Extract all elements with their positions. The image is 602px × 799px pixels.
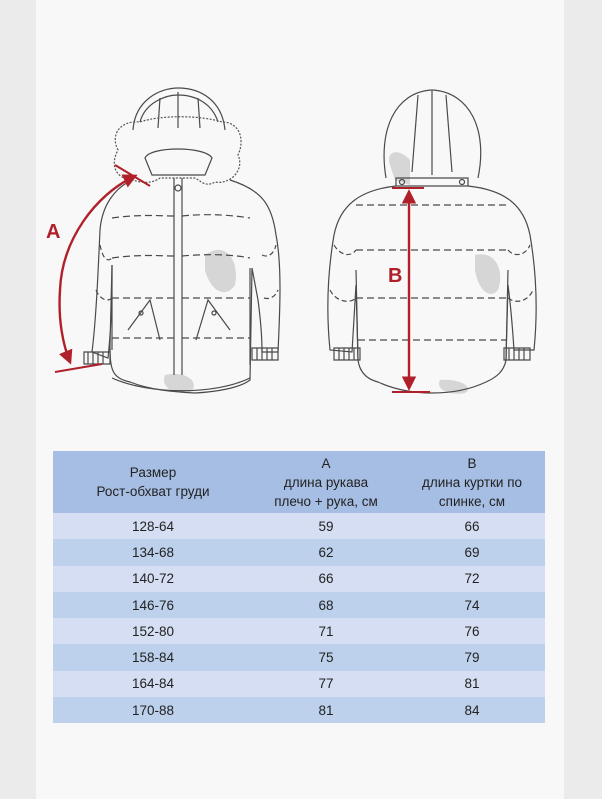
table-header-row bbox=[53, 451, 545, 513]
table-row bbox=[53, 566, 545, 592]
back-length-cell: 76 bbox=[399, 618, 545, 644]
sleeve-length-cell: 62 bbox=[253, 539, 399, 565]
size-cell: 170-88 bbox=[53, 697, 253, 723]
table-row bbox=[53, 644, 545, 670]
size-cell: 146-76 bbox=[53, 592, 253, 618]
label-b: B bbox=[388, 265, 403, 287]
size-cell: 158-84 bbox=[53, 644, 253, 670]
table-row bbox=[53, 671, 545, 697]
table-row bbox=[53, 539, 545, 565]
table-row bbox=[53, 513, 545, 539]
sleeve-length-cell: 59 bbox=[253, 513, 399, 539]
back-length-cell: 81 bbox=[399, 671, 545, 697]
sleeve-length-cell: 66 bbox=[253, 566, 399, 592]
back-length-cell: 72 bbox=[399, 566, 545, 592]
back-length-cell: 79 bbox=[399, 644, 545, 670]
length-measurement-arrow bbox=[392, 188, 430, 392]
size-cell: 128-64 bbox=[53, 513, 253, 539]
header-back-length: B длина куртки по спинке, см bbox=[399, 451, 545, 513]
size-cell: 140-72 bbox=[53, 566, 253, 592]
size-cell: 164-84 bbox=[53, 671, 253, 697]
back-length-cell: 69 bbox=[399, 539, 545, 565]
sleeve-length-cell: 81 bbox=[253, 697, 399, 723]
header-sleeve-length: A длина рукава плечо + рука, см bbox=[253, 451, 399, 513]
label-a: A bbox=[46, 221, 61, 243]
size-chart-table bbox=[53, 451, 545, 723]
sleeve-length-cell: 68 bbox=[253, 592, 399, 618]
jacket-front-view bbox=[84, 88, 280, 393]
table-row bbox=[53, 697, 545, 723]
size-cell: 134-68 bbox=[53, 539, 253, 565]
back-length-cell: 74 bbox=[399, 592, 545, 618]
size-cell: 152-80 bbox=[53, 618, 253, 644]
jacket-back-view bbox=[328, 90, 536, 394]
header-size: Размер Рост-обхват груди bbox=[53, 451, 253, 513]
sleeve-measurement-arrow bbox=[55, 165, 150, 372]
back-length-cell: 66 bbox=[399, 513, 545, 539]
sleeve-length-cell: 77 bbox=[253, 671, 399, 697]
table-row bbox=[53, 592, 545, 618]
sleeve-length-cell: 75 bbox=[253, 644, 399, 670]
sleeve-length-cell: 71 bbox=[253, 618, 399, 644]
back-length-cell: 84 bbox=[399, 697, 545, 723]
table-row bbox=[53, 618, 545, 644]
